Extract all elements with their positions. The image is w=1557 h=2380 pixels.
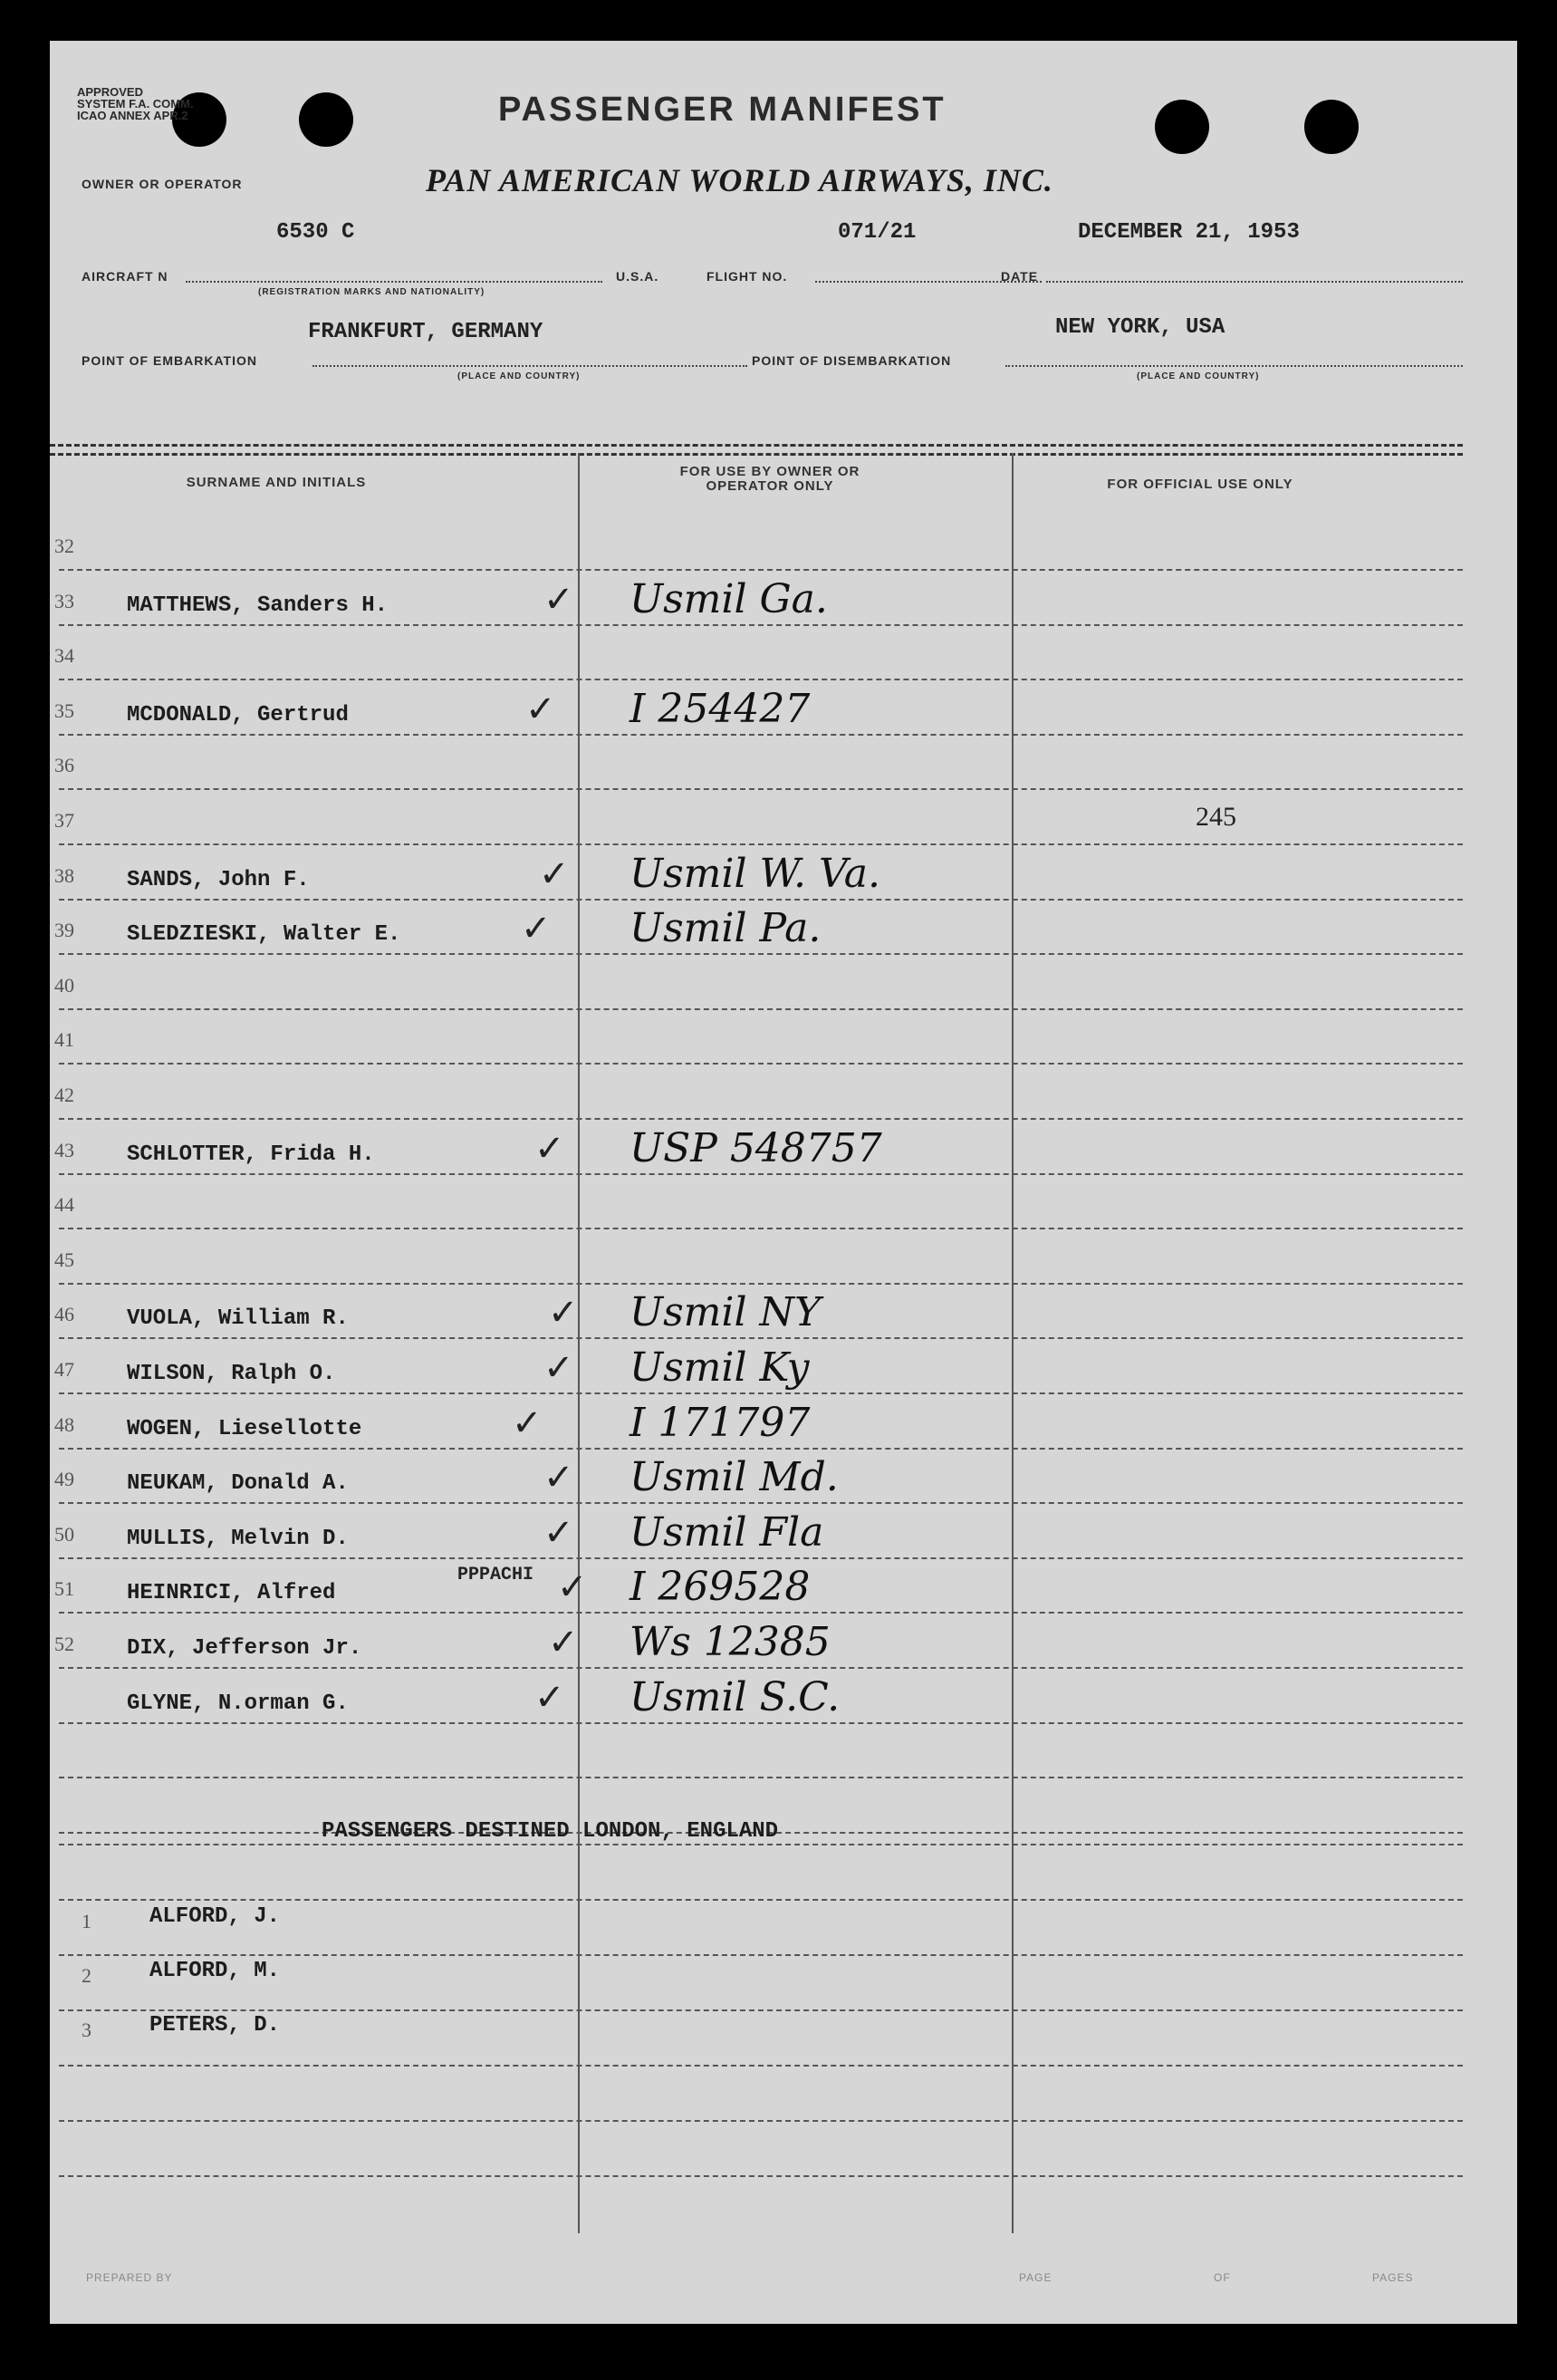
london-section-title: PASSENGERS DESTINED LONDON, ENGLAND (322, 1819, 779, 1844)
handwritten-note: Usmil Fla (630, 1508, 824, 1556)
handwritten-note: I 254427 (630, 685, 811, 732)
table-row-line (59, 734, 1463, 736)
header-rule (50, 444, 1463, 447)
table-row-line (59, 679, 1463, 680)
row-number: 37 (54, 809, 74, 832)
approval-note: APPROVED SYSTEM F.A. COMM. ICAO ANNEX APR.2 (77, 85, 194, 122)
handwritten-note: USP 548757 (630, 1124, 882, 1171)
table-row-line (59, 1899, 1463, 1901)
table-row-line (59, 2120, 1463, 2122)
table-row-line (59, 1557, 1463, 1559)
handwritten-note: Usmil NY (630, 1289, 822, 1336)
table-row-line (59, 2175, 1463, 2177)
check-mark-icon: ✓ (512, 1402, 543, 1444)
table-row-line (59, 1118, 1463, 1120)
passenger-name: HEINRICI, Alfred (127, 1581, 336, 1606)
check-mark-icon: ✓ (543, 1511, 574, 1554)
disembark-line (1005, 365, 1463, 367)
handwritten-note: Usmil Md. (630, 1454, 839, 1501)
disembark-value: NEW YORK, USA (1055, 315, 1225, 340)
handwritten-note: Ws 12385 (630, 1619, 831, 1665)
row-number: 50 (54, 1522, 74, 1546)
row-number: 43 (54, 1138, 74, 1161)
table-row-line (59, 1844, 1463, 1845)
check-mark-icon: ✓ (534, 1127, 565, 1170)
row-number: 32 (54, 535, 74, 557)
passenger-name: NEUKAM, Donald A. (127, 1471, 349, 1497)
row-number: 40 (54, 973, 74, 997)
table-row-line (59, 1502, 1463, 1504)
date-line (1046, 281, 1463, 283)
flight-value: 071/21 (838, 220, 917, 245)
aircraft-line (186, 281, 602, 283)
passenger-name: MULLIS, Melvin D. (127, 1526, 349, 1551)
passenger-name: PETERS, D. (149, 2013, 281, 2038)
table-row-line (59, 899, 1463, 901)
check-mark-icon: ✓ (557, 1566, 588, 1609)
row-number: 49 (54, 1468, 74, 1491)
table-row-line (59, 788, 1463, 790)
row-number: 47 (54, 1358, 74, 1381)
row-number: 51 (54, 1577, 74, 1601)
row-number: 33 (54, 589, 74, 612)
row-number: 46 (54, 1303, 74, 1326)
passenger-name: WILSON, Ralph O. (127, 1362, 336, 1386)
row-number: 45 (54, 1248, 74, 1271)
of-label: OF (1214, 2271, 1231, 2284)
row-number: 1 (82, 1910, 91, 1932)
column-divider (1012, 453, 1014, 2233)
surname-column-header: SURNAME AND INITIALS (186, 475, 367, 490)
official-count: 245 (1196, 802, 1236, 832)
page-label: PAGE (1019, 2271, 1052, 2284)
date-label: DATE (1001, 269, 1039, 284)
embark-line (312, 365, 747, 367)
check-mark-icon: ✓ (543, 1457, 574, 1499)
handwritten-note: Usmil W. Va. (630, 850, 880, 897)
table-row-line (59, 1173, 1463, 1175)
table-row-line (59, 1722, 1463, 1724)
check-mark-icon: ✓ (539, 853, 570, 895)
passenger-name: ALFORD, J. (149, 1904, 281, 1929)
table-row-line (59, 1228, 1463, 1229)
owner-use-column-header: FOR USE BY OWNER OR OPERATOR ONLY (679, 464, 860, 494)
row-number: 42 (54, 1084, 74, 1106)
check-mark-icon: ✓ (548, 1292, 579, 1335)
manifest-sheet (50, 41, 1517, 2324)
table-row-line (59, 1283, 1463, 1285)
prepared-by-label: PREPARED BY (86, 2271, 173, 2284)
check-mark-icon: ✓ (543, 1347, 574, 1389)
aircraft-value: 6530 C (276, 220, 355, 245)
passenger-name: SCHLOTTER, Frida H. (127, 1142, 375, 1167)
handwritten-note: Usmil S.C. (630, 1673, 841, 1720)
handwritten-note: Usmil Pa. (630, 905, 822, 952)
table-row-line (59, 1008, 1463, 1010)
handwritten-note: Usmil Ky (630, 1344, 810, 1391)
passenger-name: GLYNE, N.orman G. (127, 1691, 349, 1716)
table-row-line (59, 1667, 1463, 1669)
passenger-name: SANDS, John F. (127, 867, 310, 892)
passenger-name: WOGEN, Liesellotte (127, 1416, 362, 1441)
table-row-line (59, 1448, 1463, 1450)
row-number: 3 (82, 2019, 91, 2041)
table-row-line (59, 1954, 1463, 1956)
table-row-line (59, 2009, 1463, 2011)
handwritten-note: Usmil Ga. (630, 575, 828, 622)
column-divider (578, 453, 580, 2233)
usa-label: U.S.A. (616, 269, 659, 284)
passenger-name: VUOLA, William R. (127, 1306, 349, 1332)
row-number: 36 (54, 754, 74, 777)
pages-label: PAGES (1372, 2271, 1414, 2284)
owner-label: OWNER OR OPERATOR (82, 177, 243, 191)
handwritten-note: I 269528 (630, 1564, 811, 1611)
table-row-line (59, 2065, 1463, 2067)
punch-hole (1304, 100, 1359, 154)
row-number: 41 (54, 1028, 74, 1052)
row-number: 34 (54, 644, 74, 668)
row-number: 52 (54, 1633, 74, 1655)
table-row-line (59, 1063, 1463, 1065)
table-row-line (59, 1612, 1463, 1614)
check-mark-icon: ✓ (525, 688, 556, 730)
flight-label: FLIGHT NO. (706, 269, 788, 284)
official-use-column-header: FOR OFFICIAL USE ONLY (1107, 477, 1293, 492)
embark-place-note: (PLACE AND COUNTRY) (457, 371, 581, 381)
row-number: 38 (54, 863, 74, 887)
passenger-name: MCDONALD, Gertrud (127, 702, 349, 727)
table-row-line (59, 843, 1463, 845)
check-mark-icon: ✓ (543, 578, 574, 621)
ppp-note: PPPACHI (457, 1565, 534, 1585)
aircraft-label: AIRCRAFT N (82, 269, 168, 284)
punch-hole (299, 92, 353, 147)
owner-value: PAN AMERICAN WORLD AIRWAYS, INC. (426, 162, 1053, 198)
row-number: 48 (54, 1412, 74, 1436)
row-number: 39 (54, 919, 74, 942)
disembark-place-note: (PLACE AND COUNTRY) (1137, 371, 1260, 381)
table-row-line (59, 1777, 1463, 1778)
header-rule (50, 453, 1463, 456)
handwritten-note: I 171797 (630, 1399, 811, 1446)
passenger-name: MATTHEWS, Sanders H. (127, 593, 389, 618)
row-number: 2 (82, 1964, 91, 1987)
table-row-line (59, 1392, 1463, 1394)
date-value: DECEMBER 21, 1953 (1078, 220, 1300, 245)
passenger-name: SLEDZIESKI, Walter E. (127, 922, 401, 948)
passenger-name: ALFORD, M. (149, 1959, 281, 1983)
check-mark-icon: ✓ (534, 1676, 565, 1719)
embark-value: FRANKFURT, GERMANY (308, 320, 543, 344)
punch-hole (1155, 100, 1209, 154)
table-row-line (59, 569, 1463, 571)
table-row-line (59, 624, 1463, 626)
check-mark-icon: ✓ (521, 908, 552, 950)
registration-note: (REGISTRATION MARKS AND NATIONALITY) (258, 287, 485, 297)
passenger-name: DIX, Jefferson Jr. (127, 1636, 362, 1661)
check-mark-icon: ✓ (548, 1622, 579, 1663)
table-row-line (59, 953, 1463, 955)
embark-label: POINT OF EMBARKATION (82, 353, 257, 368)
page-title: PASSENGER MANIFEST (498, 91, 947, 129)
row-number: 35 (54, 699, 74, 722)
table-row-line (59, 1337, 1463, 1339)
disembark-label: POINT OF DISEMBARKATION (752, 353, 952, 368)
row-number: 44 (54, 1193, 74, 1217)
